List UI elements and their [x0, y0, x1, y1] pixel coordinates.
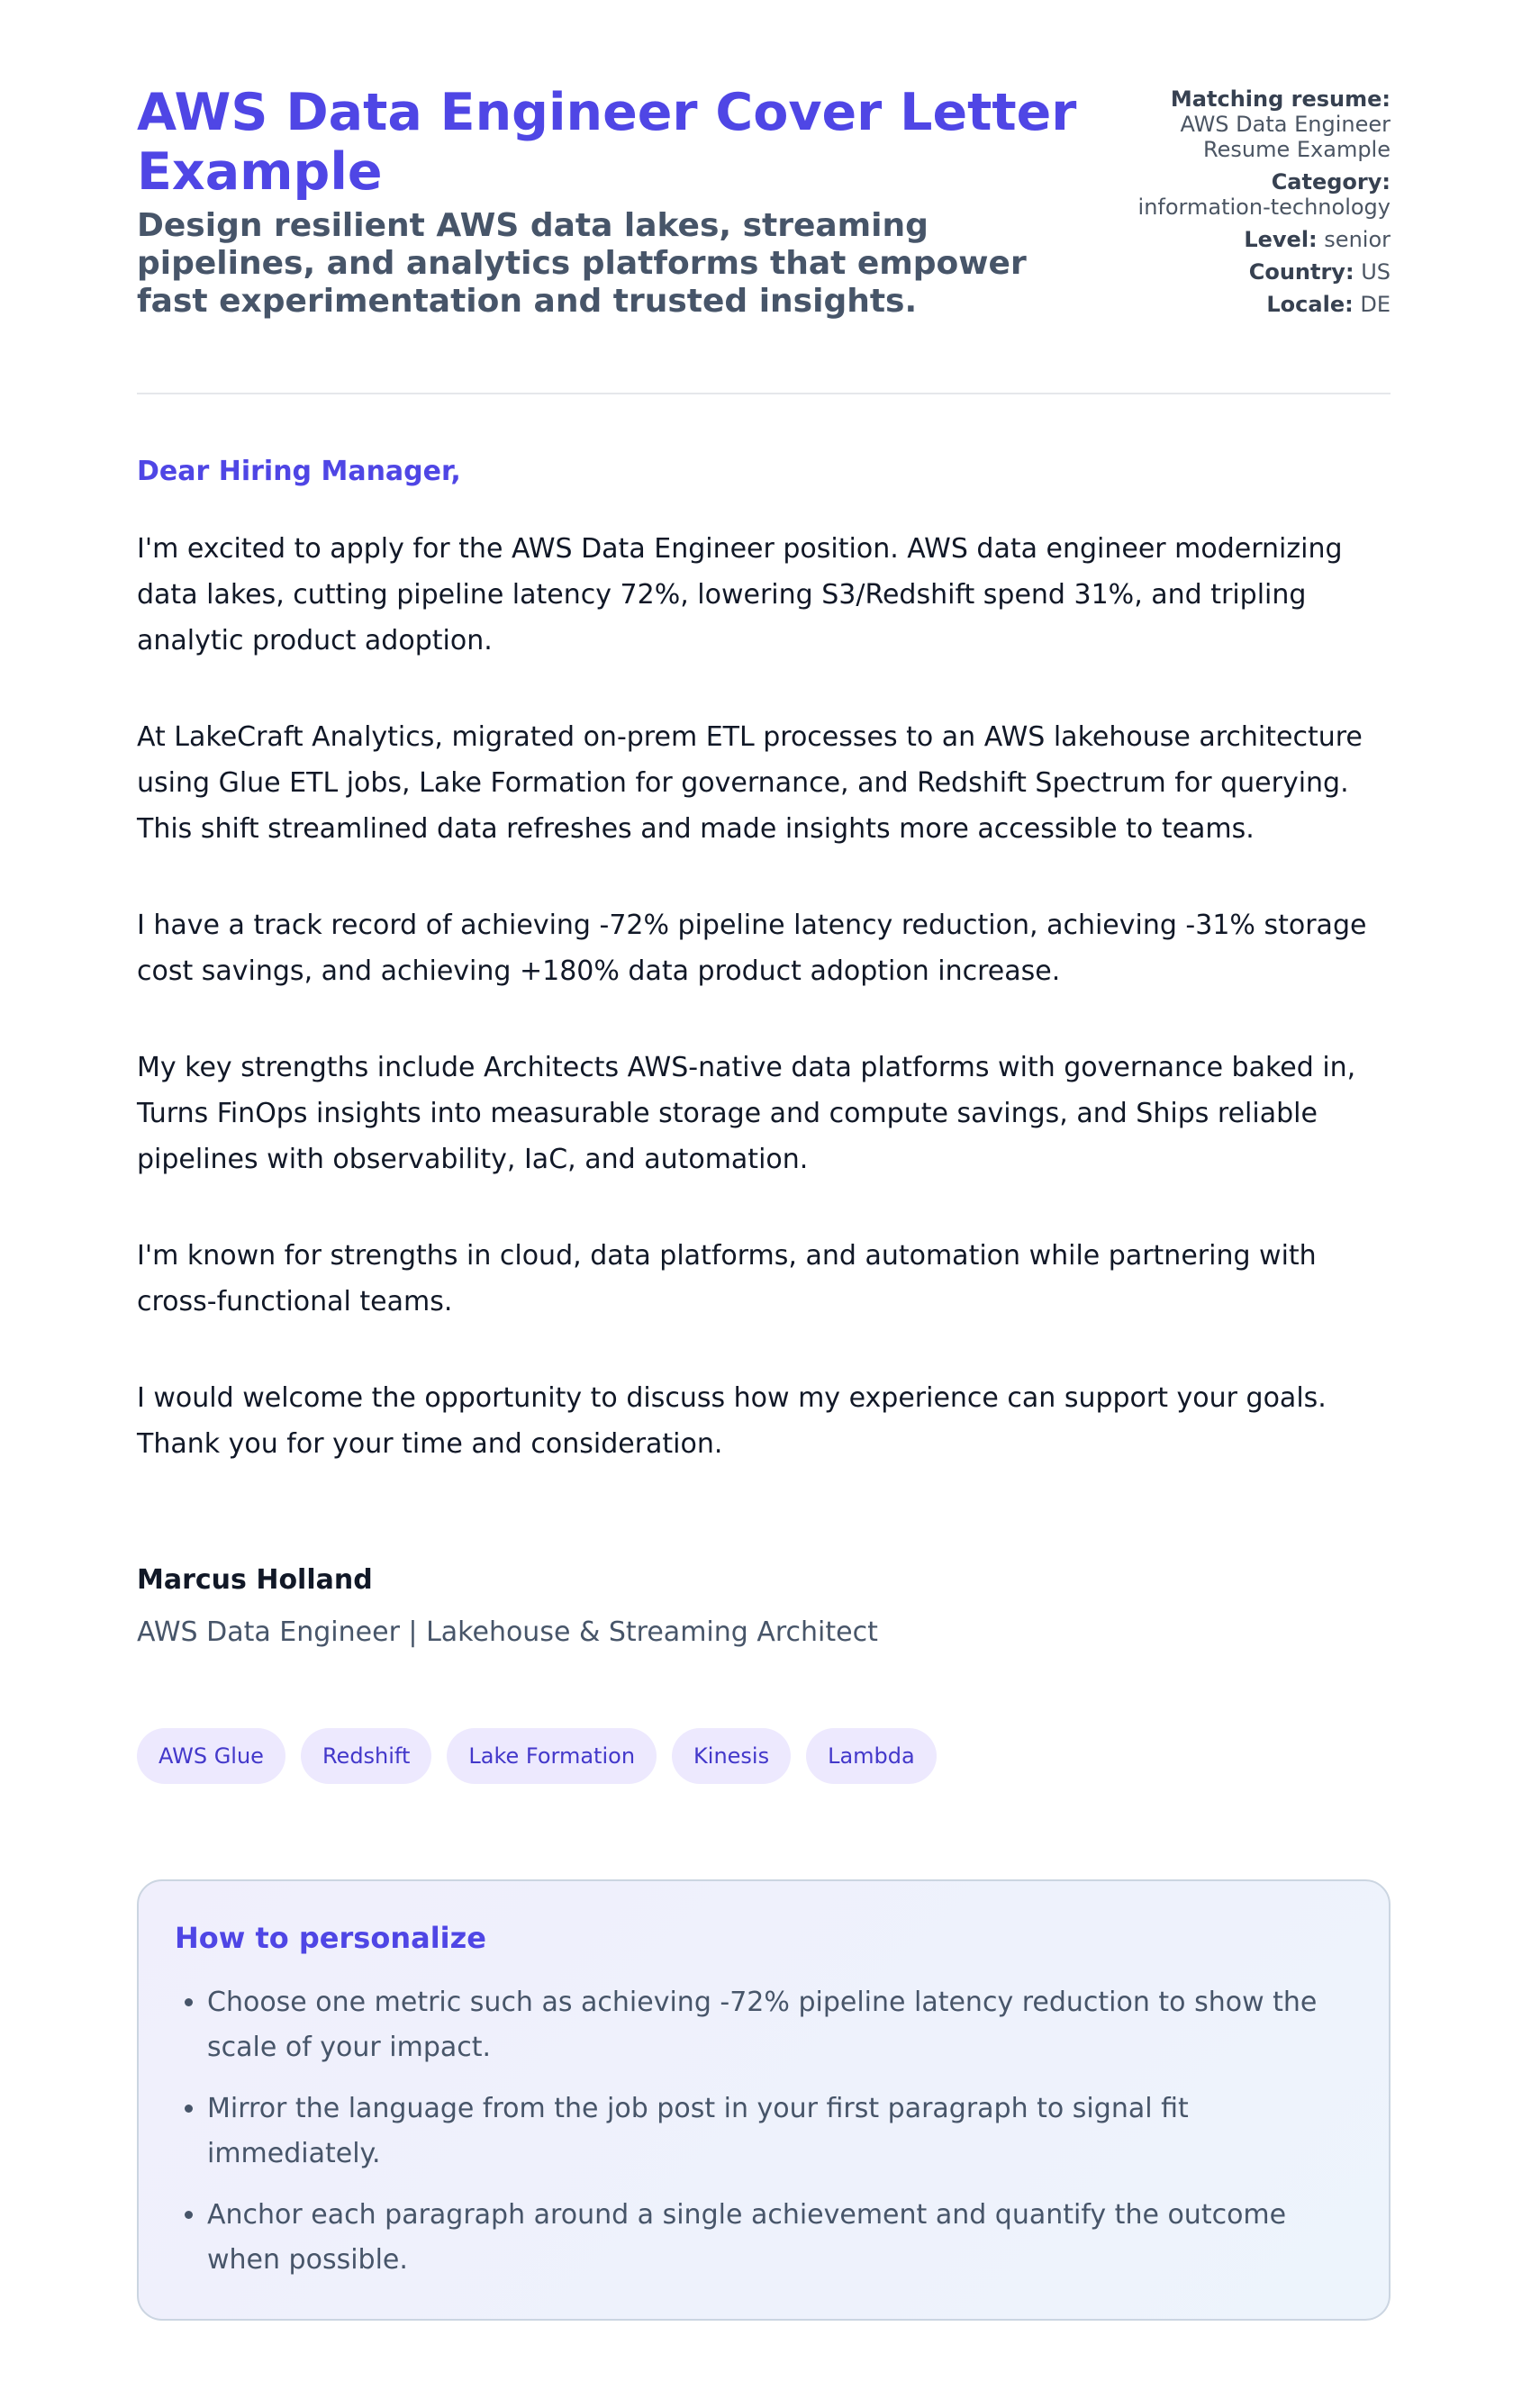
- meta-matching-resume-value: AWS Data Engineer Resume Example: [1180, 112, 1391, 162]
- skill-tag: AWS Glue: [137, 1728, 285, 1784]
- skill-tag: Lake Formation: [447, 1728, 657, 1784]
- meta-level-value: senior: [1324, 227, 1391, 252]
- meta-level-label: Level:: [1244, 227, 1318, 252]
- skill-tag: Lambda: [806, 1728, 937, 1784]
- skill-tag: Redshift: [301, 1728, 431, 1784]
- header: [137, 83, 1391, 394]
- skill-tags: [137, 1728, 1391, 1784]
- personalize-tips-card: [137, 1879, 1391, 2321]
- meta-country-label: Country:: [1248, 259, 1354, 285]
- tip-item: • Mirror the language from the job post in your first paragraph to signal fit immediately.: [207, 2087, 1353, 2177]
- signature-title: AWS Data Engineer | Lakehouse & Streaming Architect: [137, 1616, 878, 1648]
- meta-category-value: information-technology: [1137, 195, 1391, 220]
- cover-letter-page: [137, 83, 1391, 2321]
- tip-item: • Choose one metric such as achieving -72% pipeline latency reduction to show the scale of your impact.: [207, 1980, 1353, 2070]
- letter-greeting: Dear Hiring Manager,: [137, 456, 461, 487]
- letter-paragraph: I'm excited to apply for the AWS Data Engineer position. AWS data engineer modernizing data lakes, cutting pipeline latency 72%, lowering S3/Redshift spend 31%, and tripling analytic product adoption.: [137, 533, 1343, 656]
- meta-country: [1120, 259, 1391, 285]
- letter-paragraph: At LakeCraft Analytics, migrated on-prem ETL processes to an AWS lakehouse architecture using Glue ETL jobs, Lake Formation for governance, and Redshift Spectrum for querying. This shift streamlined data refreshes and made insights more accessible to teams.: [137, 721, 1363, 845]
- letter-paragraph: I have a track record of achieving -72% pipeline latency reduction, achieving -31% storage cost savings, and achieving +180% data product adoption increase.: [137, 910, 1367, 987]
- signature-block: [137, 1564, 1391, 1649]
- meta-category: [1120, 169, 1391, 220]
- meta-matching-resume-label: Matching resume:: [1170, 86, 1391, 112]
- meta-locale-label: Locale:: [1266, 292, 1354, 317]
- letter-body: [137, 526, 1391, 1467]
- signature-name: Marcus Holland: [137, 1564, 373, 1596]
- letter-paragraph: My key strengths include Architects AWS-native data platforms with governance baked in, Turns FinOps insights into measurable storage and compute savings, and Ships reliable pipelines with observability, IaC, and automation.: [137, 1052, 1356, 1175]
- meta-country-value: US: [1361, 259, 1391, 285]
- page-subtitle: Design resilient AWS data lakes, streaming pipelines, and analytics platforms that empower fast experimentation and trusted insights.: [137, 207, 1027, 320]
- title-block: [137, 83, 1110, 321]
- meta-panel: [1120, 83, 1391, 324]
- skill-tag: Kinesis: [672, 1728, 791, 1784]
- page-title: AWS Data Engineer Cover Letter Example: [137, 83, 1077, 202]
- tip-item: • Anchor each paragraph around a single achievement and quantify the outcome when possible.: [207, 2193, 1353, 2283]
- meta-level: [1120, 227, 1391, 252]
- meta-category-label: Category:: [1271, 169, 1391, 195]
- meta-matching-resume: [1120, 86, 1391, 162]
- tips-list: [175, 1980, 1353, 2283]
- letter-paragraph: I'm known for strengths in cloud, data platforms, and automation while partnering with cross-functional teams.: [137, 1240, 1317, 1317]
- tips-title: How to personalize: [175, 1921, 486, 1955]
- meta-locale-value: DE: [1360, 292, 1391, 317]
- letter-paragraph: I would welcome the opportunity to discuss how my experience can support your goals. Thank you for your time and consideration.: [137, 1382, 1327, 1460]
- meta-locale: [1120, 292, 1391, 317]
